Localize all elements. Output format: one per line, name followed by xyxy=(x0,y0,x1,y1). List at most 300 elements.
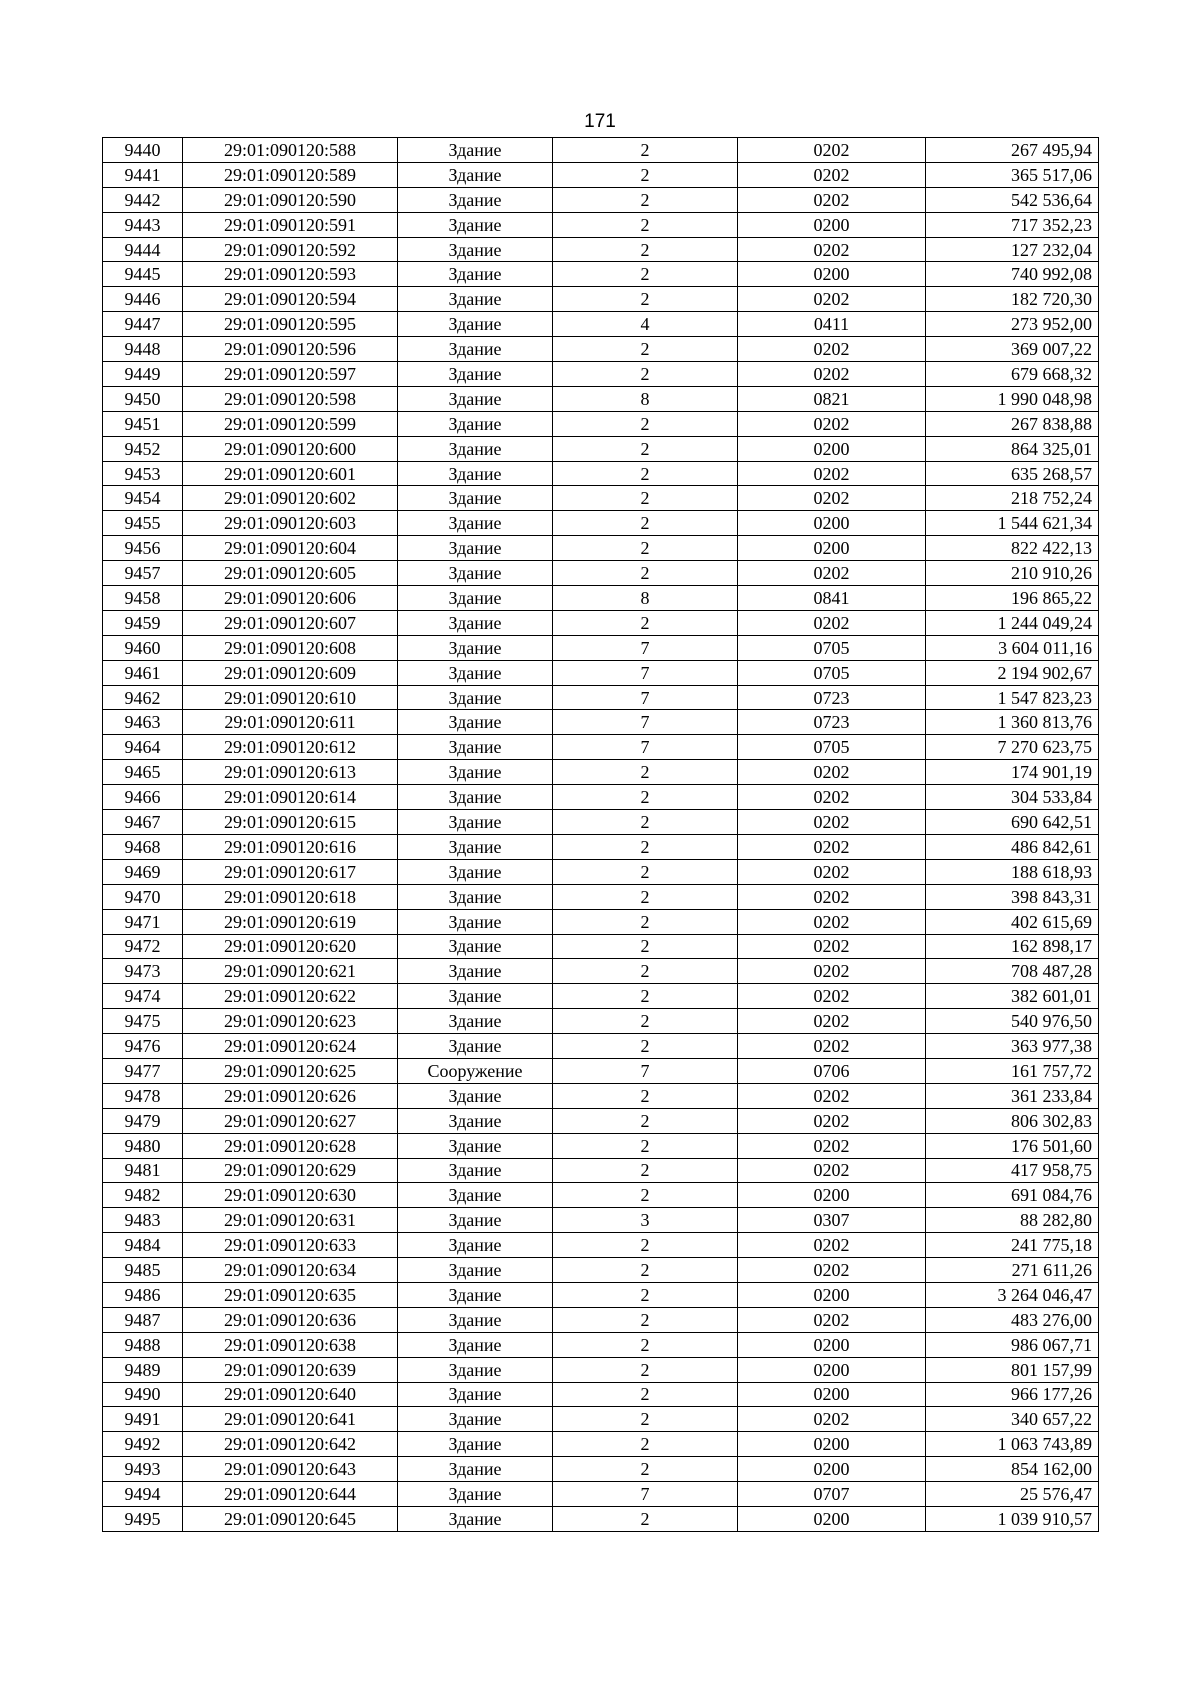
cadastral-number-cell: 29:01:090120:642 xyxy=(183,1432,398,1457)
object-type-cell: Здание xyxy=(398,287,553,312)
subgroup-code-cell: 0200 xyxy=(738,1457,926,1482)
cadastral-value-cell: 1 990 048,98 xyxy=(926,386,1099,411)
cadastral-value-cell: 25 576,47 xyxy=(926,1482,1099,1507)
cadastral-number-cell: 29:01:090120:594 xyxy=(183,287,398,312)
subgroup-code-cell: 0705 xyxy=(738,635,926,660)
group-cell: 7 xyxy=(553,660,738,685)
object-type-cell: Здание xyxy=(398,337,553,362)
cadastral-value-cell: 218 752,24 xyxy=(926,486,1099,511)
subgroup-code-cell: 0411 xyxy=(738,312,926,337)
cadastral-number-cell: 29:01:090120:611 xyxy=(183,710,398,735)
cadastral-value-cell: 635 268,57 xyxy=(926,461,1099,486)
table-row xyxy=(103,635,1099,660)
object-type-cell: Здание xyxy=(398,1357,553,1382)
group-cell: 2 xyxy=(553,834,738,859)
group-cell: 2 xyxy=(553,959,738,984)
cadastral-number-cell: 29:01:090120:610 xyxy=(183,685,398,710)
object-type-cell: Здание xyxy=(398,138,553,163)
cadastral-value-cell: 2 194 902,67 xyxy=(926,660,1099,685)
cadastral-value-cell: 127 232,04 xyxy=(926,237,1099,262)
group-cell: 2 xyxy=(553,810,738,835)
row-number-cell: 9458 xyxy=(103,586,183,611)
group-cell: 2 xyxy=(553,511,738,536)
cadastral-value-cell: 864 325,01 xyxy=(926,436,1099,461)
cadastral-number-cell: 29:01:090120:604 xyxy=(183,536,398,561)
cadastral-number-cell: 29:01:090120:639 xyxy=(183,1357,398,1382)
object-type-cell: Здание xyxy=(398,635,553,660)
subgroup-code-cell: 0202 xyxy=(738,959,926,984)
object-type-cell: Здание xyxy=(398,685,553,710)
subgroup-code-cell: 0202 xyxy=(738,859,926,884)
cadastral-value-cell: 267 838,88 xyxy=(926,411,1099,436)
cadastral-number-cell: 29:01:090120:602 xyxy=(183,486,398,511)
subgroup-code-cell: 0202 xyxy=(738,461,926,486)
group-cell: 2 xyxy=(553,362,738,387)
subgroup-code-cell: 0200 xyxy=(738,1332,926,1357)
row-number-cell: 9468 xyxy=(103,834,183,859)
subgroup-code-cell: 0202 xyxy=(738,1407,926,1432)
group-cell: 2 xyxy=(553,1307,738,1332)
cadastral-value-cell: 1 063 743,89 xyxy=(926,1432,1099,1457)
group-cell: 2 xyxy=(553,1382,738,1407)
subgroup-code-cell: 0202 xyxy=(738,610,926,635)
object-type-cell: Здание xyxy=(398,1009,553,1034)
object-type-cell: Здание xyxy=(398,1258,553,1283)
row-number-cell: 9472 xyxy=(103,934,183,959)
row-number-cell: 9465 xyxy=(103,760,183,785)
cadastral-value-cell: 1 360 813,76 xyxy=(926,710,1099,735)
group-cell: 2 xyxy=(553,461,738,486)
object-type-cell: Здание xyxy=(398,212,553,237)
table-row xyxy=(103,1382,1099,1407)
object-type-cell: Здание xyxy=(398,735,553,760)
group-cell: 2 xyxy=(553,934,738,959)
cadastral-value-cell: 304 533,84 xyxy=(926,785,1099,810)
group-cell: 2 xyxy=(553,760,738,785)
cadastral-value-cell: 801 157,99 xyxy=(926,1357,1099,1382)
table-row xyxy=(103,1208,1099,1233)
cadastral-value-cell: 690 642,51 xyxy=(926,810,1099,835)
row-number-cell: 9467 xyxy=(103,810,183,835)
object-type-cell: Здание xyxy=(398,1506,553,1531)
cadastral-number-cell: 29:01:090120:616 xyxy=(183,834,398,859)
row-number-cell: 9452 xyxy=(103,436,183,461)
group-cell: 2 xyxy=(553,884,738,909)
object-type-cell: Здание xyxy=(398,959,553,984)
cadastral-number-cell: 29:01:090120:624 xyxy=(183,1034,398,1059)
object-type-cell: Здание xyxy=(398,610,553,635)
subgroup-code-cell: 0821 xyxy=(738,386,926,411)
cadastral-value-cell: 7 270 623,75 xyxy=(926,735,1099,760)
object-type-cell: Здание xyxy=(398,536,553,561)
subgroup-code-cell: 0202 xyxy=(738,486,926,511)
cadastral-number-cell: 29:01:090120:603 xyxy=(183,511,398,536)
cadastral-number-cell: 29:01:090120:591 xyxy=(183,212,398,237)
group-cell: 2 xyxy=(553,984,738,1009)
object-type-cell: Здание xyxy=(398,1382,553,1407)
group-cell: 2 xyxy=(553,909,738,934)
table-row xyxy=(103,1034,1099,1059)
subgroup-code-cell: 0202 xyxy=(738,884,926,909)
object-type-cell: Здание xyxy=(398,760,553,785)
subgroup-code-cell: 0202 xyxy=(738,1233,926,1258)
cadastral-value-cell: 854 162,00 xyxy=(926,1457,1099,1482)
subgroup-code-cell: 0706 xyxy=(738,1058,926,1083)
row-number-cell: 9466 xyxy=(103,785,183,810)
subgroup-code-cell: 0202 xyxy=(738,760,926,785)
cadastral-value-cell: 88 282,80 xyxy=(926,1208,1099,1233)
subgroup-code-cell: 0202 xyxy=(738,162,926,187)
group-cell: 2 xyxy=(553,1083,738,1108)
object-type-cell: Здание xyxy=(398,411,553,436)
row-number-cell: 9488 xyxy=(103,1332,183,1357)
object-type-cell: Здание xyxy=(398,561,553,586)
group-cell: 2 xyxy=(553,187,738,212)
row-number-cell: 9490 xyxy=(103,1382,183,1407)
group-cell: 3 xyxy=(553,1208,738,1233)
row-number-cell: 9493 xyxy=(103,1457,183,1482)
row-number-cell: 9481 xyxy=(103,1158,183,1183)
group-cell: 4 xyxy=(553,312,738,337)
cadastral-value-cell: 369 007,22 xyxy=(926,337,1099,362)
cadastral-number-cell: 29:01:090120:621 xyxy=(183,959,398,984)
cadastral-value-cell: 679 668,32 xyxy=(926,362,1099,387)
object-type-cell: Здание xyxy=(398,859,553,884)
object-type-cell: Здание xyxy=(398,1233,553,1258)
table-row xyxy=(103,1506,1099,1531)
cadastral-number-cell: 29:01:090120:636 xyxy=(183,1307,398,1332)
cadastral-number-cell: 29:01:090120:645 xyxy=(183,1506,398,1531)
cadastral-number-cell: 29:01:090120:613 xyxy=(183,760,398,785)
table-row xyxy=(103,1407,1099,1432)
subgroup-code-cell: 0202 xyxy=(738,1083,926,1108)
cadastral-number-cell: 29:01:090120:627 xyxy=(183,1108,398,1133)
group-cell: 7 xyxy=(553,710,738,735)
object-type-cell: Здание xyxy=(398,1457,553,1482)
object-type-cell: Здание xyxy=(398,1332,553,1357)
cadastral-value-cell: 540 976,50 xyxy=(926,1009,1099,1034)
table-row xyxy=(103,138,1099,163)
table-row xyxy=(103,934,1099,959)
table-row xyxy=(103,1233,1099,1258)
cadastral-number-cell: 29:01:090120:623 xyxy=(183,1009,398,1034)
object-type-cell: Здание xyxy=(398,1158,553,1183)
group-cell: 2 xyxy=(553,1332,738,1357)
cadastral-value-cell: 717 352,23 xyxy=(926,212,1099,237)
group-cell: 2 xyxy=(553,237,738,262)
group-cell: 2 xyxy=(553,162,738,187)
cadastral-value-cell: 382 601,01 xyxy=(926,984,1099,1009)
cadastral-number-cell: 29:01:090120:599 xyxy=(183,411,398,436)
row-number-cell: 9478 xyxy=(103,1083,183,1108)
cadastral-value-cell: 1 039 910,57 xyxy=(926,1506,1099,1531)
row-number-cell: 9455 xyxy=(103,511,183,536)
group-cell: 2 xyxy=(553,212,738,237)
group-cell: 2 xyxy=(553,436,738,461)
subgroup-code-cell: 0202 xyxy=(738,1108,926,1133)
group-cell: 2 xyxy=(553,859,738,884)
cadastral-number-cell: 29:01:090120:640 xyxy=(183,1382,398,1407)
table-row xyxy=(103,1482,1099,1507)
group-cell: 2 xyxy=(553,1108,738,1133)
group-cell: 2 xyxy=(553,1432,738,1457)
object-type-cell: Здание xyxy=(398,785,553,810)
cadastral-value-cell: 986 067,71 xyxy=(926,1332,1099,1357)
table-body xyxy=(103,138,1099,1532)
subgroup-code-cell: 0202 xyxy=(738,187,926,212)
table-row xyxy=(103,586,1099,611)
object-type-cell: Здание xyxy=(398,162,553,187)
table-row xyxy=(103,187,1099,212)
subgroup-code-cell: 0202 xyxy=(738,1034,926,1059)
group-cell: 2 xyxy=(553,1506,738,1531)
row-number-cell: 9463 xyxy=(103,710,183,735)
table-row xyxy=(103,1009,1099,1034)
table-row xyxy=(103,287,1099,312)
table-row xyxy=(103,511,1099,536)
subgroup-code-cell: 0841 xyxy=(738,586,926,611)
cadastral-number-cell: 29:01:090120:596 xyxy=(183,337,398,362)
row-number-cell: 9453 xyxy=(103,461,183,486)
object-type-cell: Здание xyxy=(398,386,553,411)
table-row xyxy=(103,262,1099,287)
subgroup-code-cell: 0200 xyxy=(738,1506,926,1531)
cadastral-value-cell: 806 302,83 xyxy=(926,1108,1099,1133)
table-row xyxy=(103,1282,1099,1307)
cadastral-number-cell: 29:01:090120:595 xyxy=(183,312,398,337)
cadastral-value-cell: 398 843,31 xyxy=(926,884,1099,909)
object-type-cell: Здание xyxy=(398,1432,553,1457)
cadastral-number-cell: 29:01:090120:608 xyxy=(183,635,398,660)
table-row xyxy=(103,1083,1099,1108)
table-row xyxy=(103,810,1099,835)
cadastral-value-cell: 3 264 046,47 xyxy=(926,1282,1099,1307)
table-row xyxy=(103,884,1099,909)
cadastral-number-cell: 29:01:090120:634 xyxy=(183,1258,398,1283)
row-number-cell: 9470 xyxy=(103,884,183,909)
object-type-cell: Здание xyxy=(398,909,553,934)
row-number-cell: 9445 xyxy=(103,262,183,287)
cadastral-number-cell: 29:01:090120:619 xyxy=(183,909,398,934)
object-type-cell: Здание xyxy=(398,1133,553,1158)
cadastral-number-cell: 29:01:090120:638 xyxy=(183,1332,398,1357)
row-number-cell: 9473 xyxy=(103,959,183,984)
row-number-cell: 9454 xyxy=(103,486,183,511)
table-row xyxy=(103,760,1099,785)
cadastral-number-cell: 29:01:090120:597 xyxy=(183,362,398,387)
row-number-cell: 9483 xyxy=(103,1208,183,1233)
table-row xyxy=(103,461,1099,486)
subgroup-code-cell: 0202 xyxy=(738,337,926,362)
cadastral-number-cell: 29:01:090120:630 xyxy=(183,1183,398,1208)
cadastral-value-cell: 542 536,64 xyxy=(926,187,1099,212)
object-type-cell: Здание xyxy=(398,262,553,287)
subgroup-code-cell: 0202 xyxy=(738,1307,926,1332)
cadastral-number-cell: 29:01:090120:641 xyxy=(183,1407,398,1432)
table-row xyxy=(103,1183,1099,1208)
group-cell: 2 xyxy=(553,138,738,163)
cadastral-value-cell: 363 977,38 xyxy=(926,1034,1099,1059)
subgroup-code-cell: 0202 xyxy=(738,984,926,1009)
group-cell: 2 xyxy=(553,287,738,312)
table-row xyxy=(103,1332,1099,1357)
cadastral-number-cell: 29:01:090120:626 xyxy=(183,1083,398,1108)
row-number-cell: 9482 xyxy=(103,1183,183,1208)
row-number-cell: 9443 xyxy=(103,212,183,237)
cadastral-number-cell: 29:01:090120:614 xyxy=(183,785,398,810)
cadastral-value-cell: 483 276,00 xyxy=(926,1307,1099,1332)
cadastral-value-cell: 176 501,60 xyxy=(926,1133,1099,1158)
group-cell: 2 xyxy=(553,1133,738,1158)
cadastral-value-cell: 267 495,94 xyxy=(926,138,1099,163)
group-cell: 2 xyxy=(553,1357,738,1382)
cadastral-value-cell: 822 422,13 xyxy=(926,536,1099,561)
cadastral-number-cell: 29:01:090120:620 xyxy=(183,934,398,959)
table-row xyxy=(103,1432,1099,1457)
table-row xyxy=(103,486,1099,511)
cadastral-number-cell: 29:01:090120:629 xyxy=(183,1158,398,1183)
cadastral-value-cell: 174 901,19 xyxy=(926,760,1099,785)
cadastral-value-cell: 966 177,26 xyxy=(926,1382,1099,1407)
cadastral-number-cell: 29:01:090120:589 xyxy=(183,162,398,187)
cadastral-value-cell: 1 544 621,34 xyxy=(926,511,1099,536)
group-cell: 2 xyxy=(553,1282,738,1307)
table-row xyxy=(103,785,1099,810)
subgroup-code-cell: 0200 xyxy=(738,262,926,287)
group-cell: 7 xyxy=(553,685,738,710)
cadastral-number-cell: 29:01:090120:592 xyxy=(183,237,398,262)
cadastral-number-cell: 29:01:090120:635 xyxy=(183,1282,398,1307)
subgroup-code-cell: 0202 xyxy=(738,909,926,934)
cadastral-number-cell: 29:01:090120:617 xyxy=(183,859,398,884)
table-row xyxy=(103,337,1099,362)
subgroup-code-cell: 0723 xyxy=(738,685,926,710)
object-type-cell: Здание xyxy=(398,834,553,859)
subgroup-code-cell: 0202 xyxy=(738,138,926,163)
subgroup-code-cell: 0202 xyxy=(738,1258,926,1283)
row-number-cell: 9459 xyxy=(103,610,183,635)
table-row xyxy=(103,834,1099,859)
table-row xyxy=(103,212,1099,237)
group-cell: 2 xyxy=(553,1233,738,1258)
cadastral-number-cell: 29:01:090120:605 xyxy=(183,561,398,586)
subgroup-code-cell: 0202 xyxy=(738,237,926,262)
row-number-cell: 9480 xyxy=(103,1133,183,1158)
group-cell: 8 xyxy=(553,586,738,611)
cadastral-value-cell: 161 757,72 xyxy=(926,1058,1099,1083)
subgroup-code-cell: 0200 xyxy=(738,1382,926,1407)
cadastral-number-cell: 29:01:090120:618 xyxy=(183,884,398,909)
group-cell: 7 xyxy=(553,635,738,660)
row-number-cell: 9444 xyxy=(103,237,183,262)
row-number-cell: 9486 xyxy=(103,1282,183,1307)
subgroup-code-cell: 0200 xyxy=(738,1282,926,1307)
object-type-cell: Здание xyxy=(398,436,553,461)
cadastral-value-cell: 708 487,28 xyxy=(926,959,1099,984)
row-number-cell: 9450 xyxy=(103,386,183,411)
cadastral-value-cell: 361 233,84 xyxy=(926,1083,1099,1108)
table-row xyxy=(103,735,1099,760)
cadastral-value-cell: 196 865,22 xyxy=(926,586,1099,611)
cadastral-value-cell: 188 618,93 xyxy=(926,859,1099,884)
group-cell: 2 xyxy=(553,785,738,810)
row-number-cell: 9460 xyxy=(103,635,183,660)
row-number-cell: 9457 xyxy=(103,561,183,586)
cadastral-value-cell: 340 657,22 xyxy=(926,1407,1099,1432)
subgroup-code-cell: 0202 xyxy=(738,411,926,436)
subgroup-code-cell: 0707 xyxy=(738,1482,926,1507)
subgroup-code-cell: 0202 xyxy=(738,561,926,586)
table-row xyxy=(103,1457,1099,1482)
table-row xyxy=(103,859,1099,884)
group-cell: 2 xyxy=(553,262,738,287)
cadastral-number-cell: 29:01:090120:593 xyxy=(183,262,398,287)
subgroup-code-cell: 0705 xyxy=(738,735,926,760)
object-type-cell: Сооружение xyxy=(398,1058,553,1083)
group-cell: 2 xyxy=(553,337,738,362)
table-row xyxy=(103,1258,1099,1283)
object-type-cell: Здание xyxy=(398,511,553,536)
subgroup-code-cell: 0200 xyxy=(738,1183,926,1208)
object-type-cell: Здание xyxy=(398,984,553,1009)
cadastral-value-cell: 3 604 011,16 xyxy=(926,635,1099,660)
subgroup-code-cell: 0200 xyxy=(738,212,926,237)
cadastral-number-cell: 29:01:090120:588 xyxy=(183,138,398,163)
row-number-cell: 9476 xyxy=(103,1034,183,1059)
group-cell: 7 xyxy=(553,1058,738,1083)
table-row xyxy=(103,1158,1099,1183)
table-row xyxy=(103,1307,1099,1332)
cadastral-number-cell: 29:01:090120:644 xyxy=(183,1482,398,1507)
group-cell: 2 xyxy=(553,1158,738,1183)
row-number-cell: 9442 xyxy=(103,187,183,212)
cadastral-value-cell: 241 775,18 xyxy=(926,1233,1099,1258)
group-cell: 2 xyxy=(553,1258,738,1283)
row-number-cell: 9446 xyxy=(103,287,183,312)
group-cell: 2 xyxy=(553,561,738,586)
cadastral-number-cell: 29:01:090120:606 xyxy=(183,586,398,611)
row-number-cell: 9461 xyxy=(103,660,183,685)
group-cell: 2 xyxy=(553,486,738,511)
group-cell: 2 xyxy=(553,411,738,436)
subgroup-code-cell: 0202 xyxy=(738,1133,926,1158)
object-type-cell: Здание xyxy=(398,1307,553,1332)
cadastral-value-cell: 1 547 823,23 xyxy=(926,685,1099,710)
subgroup-code-cell: 0200 xyxy=(738,436,926,461)
object-type-cell: Здание xyxy=(398,586,553,611)
cadastral-value-cell: 271 611,26 xyxy=(926,1258,1099,1283)
object-type-cell: Здание xyxy=(398,1407,553,1432)
table-row xyxy=(103,1058,1099,1083)
subgroup-code-cell: 0200 xyxy=(738,1432,926,1457)
table-row xyxy=(103,710,1099,735)
cadastral-number-cell: 29:01:090120:612 xyxy=(183,735,398,760)
row-number-cell: 9487 xyxy=(103,1307,183,1332)
group-cell: 2 xyxy=(553,536,738,561)
cadastral-number-cell: 29:01:090120:643 xyxy=(183,1457,398,1482)
row-number-cell: 9451 xyxy=(103,411,183,436)
row-number-cell: 9475 xyxy=(103,1009,183,1034)
cadastral-value-cell: 691 084,76 xyxy=(926,1183,1099,1208)
row-number-cell: 9464 xyxy=(103,735,183,760)
object-type-cell: Здание xyxy=(398,1108,553,1133)
object-type-cell: Здание xyxy=(398,486,553,511)
object-type-cell: Здание xyxy=(398,934,553,959)
cadastral-value-cell: 417 958,75 xyxy=(926,1158,1099,1183)
cadastral-number-cell: 29:01:090120:607 xyxy=(183,610,398,635)
cadastral-number-cell: 29:01:090120:628 xyxy=(183,1133,398,1158)
object-type-cell: Здание xyxy=(398,710,553,735)
